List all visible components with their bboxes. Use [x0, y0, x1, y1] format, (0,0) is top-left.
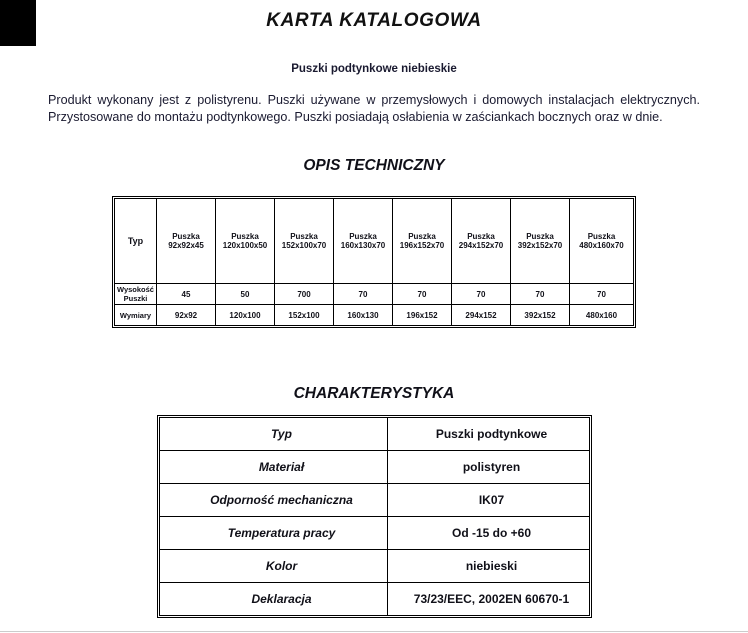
- char-label: Typ: [159, 418, 387, 451]
- technical-table: [114, 198, 634, 326]
- char-value: Puszki podtynkowe: [387, 418, 589, 451]
- tech-col-header: [216, 199, 275, 284]
- tech-value-cell: 70: [452, 284, 511, 305]
- tech-value-cell: 392x152: [511, 305, 570, 326]
- char-row-typ: [159, 418, 589, 451]
- tech-col-size: 294x152x70: [458, 241, 504, 251]
- char-value: niebieski: [387, 550, 589, 583]
- char-label: Odporność mechaniczna: [159, 484, 387, 517]
- tech-col-name: Puszka: [290, 232, 318, 242]
- tech-col-header: [511, 199, 570, 284]
- char-label: Deklaracja: [159, 583, 387, 616]
- tech-col-size: 120x100x50: [222, 241, 268, 251]
- tech-value-cell: 70: [334, 284, 393, 305]
- technical-table-row-dimensions: [115, 305, 634, 326]
- tech-col-header: [275, 199, 334, 284]
- char-row-material: [159, 451, 589, 484]
- tech-value-cell: 196x152: [393, 305, 452, 326]
- tech-value-cell: 294x152: [452, 305, 511, 326]
- tech-col-size: 92x92x45: [168, 241, 204, 251]
- document-title: KARTA KATALOGOWA: [266, 10, 482, 31]
- char-value: Od -15 do +60: [387, 517, 589, 550]
- char-value: 73/23/EEC, 2002EN 60670-1: [387, 583, 589, 616]
- tech-value-cell: 92x92: [157, 305, 216, 326]
- char-row-odpornosc: [159, 484, 589, 517]
- tech-value-cell: 70: [393, 284, 452, 305]
- char-value: IK07: [387, 484, 589, 517]
- technical-table-row-height: [115, 284, 634, 305]
- tech-col-header: [157, 199, 216, 284]
- char-label: Kolor: [159, 550, 387, 583]
- char-row-deklaracja: [159, 583, 589, 616]
- tech-row-label: Wysokość Puszki: [115, 284, 157, 305]
- tech-col-size: 152x100x70: [281, 241, 327, 251]
- char-label: Temperatura pracy: [159, 517, 387, 550]
- tech-value-cell: 70: [511, 284, 570, 305]
- tech-col-name: Puszka: [172, 232, 200, 242]
- tech-col-name: Puszka: [349, 232, 377, 242]
- char-row-temperatura: [159, 517, 589, 550]
- tech-col-header: [393, 199, 452, 284]
- scan-bottom-edge: [0, 631, 748, 632]
- technical-table-header-row: [115, 199, 634, 284]
- tech-col-size: 392x152x70: [517, 241, 563, 251]
- tech-value-cell: 50: [216, 284, 275, 305]
- tech-row-label: Wymiary: [115, 305, 157, 326]
- tech-col-header: [452, 199, 511, 284]
- tech-col-name: Puszka: [467, 232, 495, 242]
- char-label: Materiał: [159, 451, 387, 484]
- tech-col-name: Puszka: [231, 232, 259, 242]
- characteristics-table-wrapper: [157, 415, 592, 618]
- tech-value-cell: 700: [275, 284, 334, 305]
- tech-value-cell: 160x130: [334, 305, 393, 326]
- tech-value-cell: 120x100: [216, 305, 275, 326]
- document-subtitle: Puszki podtynkowe niebieskie: [291, 63, 457, 75]
- tech-col-name: Puszka: [526, 232, 554, 242]
- char-row-kolor: [159, 550, 589, 583]
- tech-col-size: 160x130x70: [340, 241, 386, 251]
- tech-col-name: Puszka: [408, 232, 436, 242]
- section-heading-opis-techniczny: OPIS TECHNICZNY: [303, 157, 445, 175]
- tech-col-header: [334, 199, 393, 284]
- section-heading-charakterystyka: CHARAKTERYSTYKA: [293, 385, 455, 403]
- product-description: Produkt wykonany jest z polistyrenu. Puszki używane w przemysłowych i domowych instalacjach elektrycznych. Przystosowane do montażu podtynkowego. Puszki posiadają osłabienia w zaściankach bocznych oraz w dnie.: [48, 93, 700, 125]
- tech-corner-header: Typ: [115, 199, 157, 284]
- tech-value-cell: 70: [570, 284, 634, 305]
- tech-col-header: [570, 199, 634, 284]
- tech-col-size: 196x152x70: [399, 241, 445, 251]
- tech-col-name: Puszka: [587, 232, 616, 242]
- tech-value-cell: 45: [157, 284, 216, 305]
- tech-value-cell: 480x160: [570, 305, 634, 326]
- char-value: polistyren: [387, 451, 589, 484]
- characteristics-table: [159, 417, 590, 616]
- tech-value-cell: 152x100: [275, 305, 334, 326]
- technical-table-wrapper: [112, 196, 636, 328]
- scan-corner-mark: [0, 0, 36, 46]
- tech-col-size: 480x160x70: [579, 241, 624, 251]
